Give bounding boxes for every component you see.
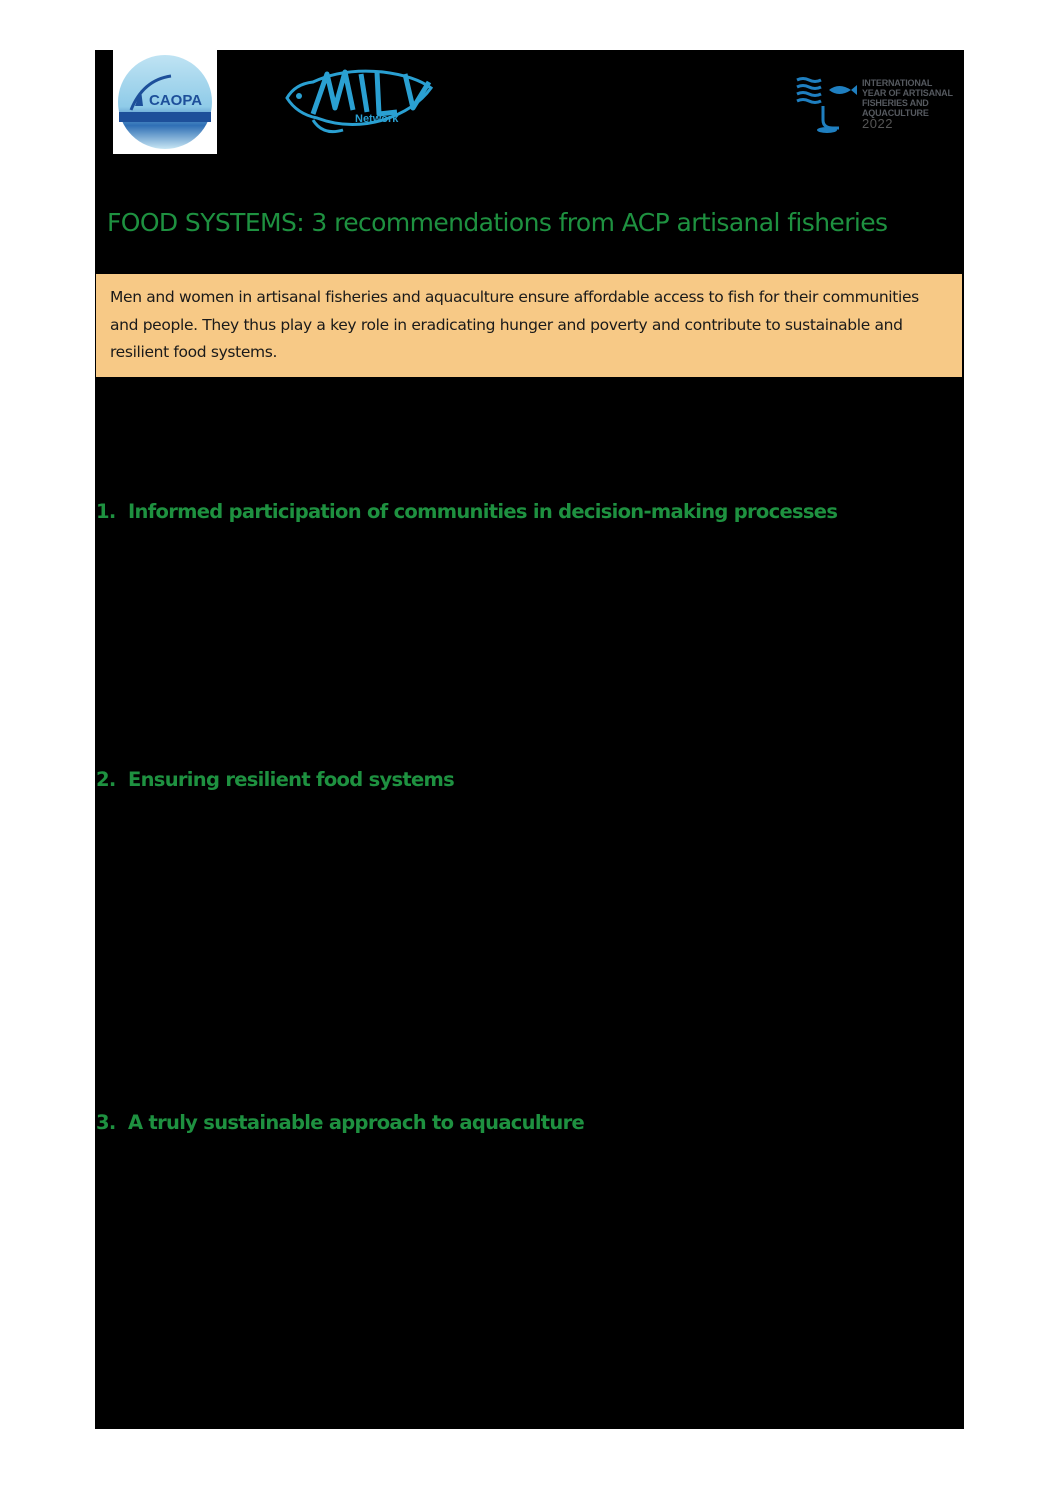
document-title: FOOD SYSTEMS: 3 recommendations from ACP artisanal fisheries [107,208,888,237]
iyafa-logo-year: 2022 [862,116,893,131]
mifta-logo-text: Network [355,113,399,125]
recommendation-number: 3. [96,1111,116,1134]
recommendation-heading-3 [96,1111,584,1134]
recommendation-number: 1. [96,500,116,523]
iyafa-logo-text: INTERNATIONAL YEAR OF ARTISANAL FISHERIES AND AQUACULTURE [862,78,953,118]
recommendation-title: A truly sustainable approach to aquaculture [128,1111,585,1134]
recommendation-title: Informed participation of communities in decision-making processes [128,500,838,523]
recommendation-number: 2. [96,768,116,791]
caopa-logo [113,50,217,154]
intro-box: Men and women in artisanal fisheries and aquaculture ensure affordable access to fish for their communities and people. They thus play a key role in eradicating hunger and poverty and contribute to sustainable and resilient food systems. [96,274,962,377]
mifta-network-logo [283,58,435,138]
recommendation-heading-1 [96,500,837,523]
page-background [95,50,964,1429]
caopa-logo-text: CAOPA [149,92,203,109]
recommendation-heading-2 [96,768,454,791]
recommendation-title: Ensuring resilient food systems [128,768,455,791]
